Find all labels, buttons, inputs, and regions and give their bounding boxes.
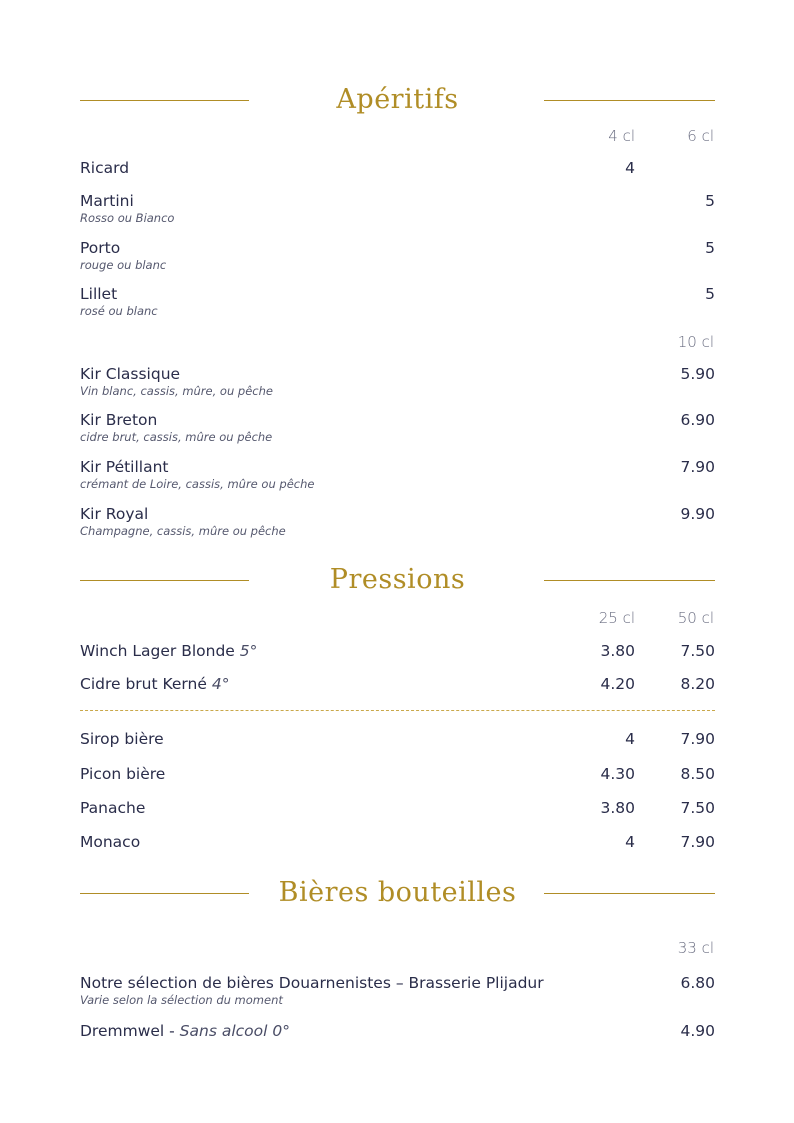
item-name: Kir Classique [80, 365, 181, 383]
item-price: 7.90 [680, 458, 715, 476]
item-description: Vin blanc, cassis, mûre, ou pêche [80, 384, 273, 398]
item-name: Lillet [80, 285, 118, 303]
section-title: Apéritifs [336, 84, 459, 115]
menu-item [80, 833, 715, 851]
section-title: Pressions [329, 564, 466, 595]
item-price-col1: 4.30 [600, 765, 635, 783]
menu-item [80, 458, 715, 491]
item-price-col2: 8.50 [680, 765, 715, 783]
item-price-col2: 7.50 [680, 799, 715, 817]
item-price: 4.90 [680, 1022, 715, 1040]
menu-item [80, 1022, 715, 1040]
item-price-col2: 7.90 [680, 833, 715, 851]
item-price-col2: 5 [705, 285, 715, 303]
item-description: crémant de Loire, cassis, mûre ou pêche [80, 477, 315, 491]
section-title: Bières bouteilles [278, 877, 517, 908]
item-price: 5.90 [680, 365, 715, 383]
item-name: Monaco [80, 833, 141, 851]
item-description: rosé ou blanc [80, 304, 158, 318]
item-price-col1: 4 [625, 730, 635, 748]
item-name: Winch Lager Blonde 5° [80, 642, 258, 660]
item-name: Kir Breton [80, 411, 158, 429]
item-price-col1: 3.80 [600, 799, 635, 817]
item-price-col2: 7.50 [680, 642, 715, 660]
unit-label: 33 cl [677, 939, 714, 957]
unit-label: 4 cl [608, 127, 635, 145]
dashed-divider [80, 710, 715, 711]
item-description: cidre brut, cassis, mûre ou pêche [80, 430, 273, 444]
menu-item [80, 505, 715, 538]
item-price-col2: 8.20 [680, 675, 715, 693]
menu-item [80, 765, 715, 783]
unit-label: 10 cl [677, 333, 714, 351]
item-price-col1: 4.20 [600, 675, 635, 693]
section-header-aperitifs [80, 80, 715, 120]
item-description: Varie selon la sélection du moment [80, 993, 283, 1007]
menu-item [80, 411, 715, 444]
item-description: Champagne, cassis, mûre ou pêche [80, 524, 286, 538]
item-name: Ricard [80, 159, 130, 177]
header-rule-right [544, 580, 715, 581]
menu-item [80, 799, 715, 817]
menu-item [80, 675, 715, 693]
item-degree: 5° [239, 642, 258, 660]
menu-item [80, 192, 715, 225]
item-name: Dremmwel - Sans alcool 0° [80, 1022, 290, 1040]
item-price-col1: 4 [625, 833, 635, 851]
item-price-col2: 5 [705, 239, 715, 257]
section-header-bouteilles [80, 873, 715, 913]
item-price: 9.90 [680, 505, 715, 523]
item-name: Notre sélection de bières Douarnenistes – Brasserie Plijadur [80, 974, 544, 992]
item-name: Martini [80, 192, 134, 210]
unit-label: 6 cl [687, 127, 714, 145]
item-name: Cidre brut Kerné 4° [80, 675, 230, 693]
item-name: Porto [80, 239, 121, 257]
item-description: rouge ou blanc [80, 258, 167, 272]
unit-label: 25 cl [598, 609, 635, 627]
menu-item [80, 974, 715, 1007]
item-price-col2: 7.90 [680, 730, 715, 748]
item-name: Sirop bière [80, 730, 164, 748]
item-degree: 4° [211, 675, 230, 693]
item-name: Panache [80, 799, 146, 817]
item-price: 6.90 [680, 411, 715, 429]
item-price-col1: 4 [625, 159, 635, 177]
menu-item [80, 285, 715, 318]
item-name: Picon bière [80, 765, 166, 783]
item-description: Rosso ou Bianco [80, 211, 175, 225]
item-name: Kir Royal [80, 505, 149, 523]
item-price: 6.80 [680, 974, 715, 992]
header-rule-right [544, 893, 715, 894]
unit-label: 50 cl [677, 609, 714, 627]
item-price-col1: 3.80 [600, 642, 635, 660]
menu-item [80, 642, 715, 660]
menu-item [80, 365, 715, 398]
menu-item [80, 159, 715, 177]
section-header-pressions [80, 560, 715, 600]
header-rule-right [544, 100, 715, 101]
item-price-col2: 5 [705, 192, 715, 210]
item-note: Sans alcool 0° [179, 1022, 290, 1040]
menu-item [80, 239, 715, 272]
menu-item [80, 730, 715, 748]
item-name: Kir Pétillant [80, 458, 169, 476]
